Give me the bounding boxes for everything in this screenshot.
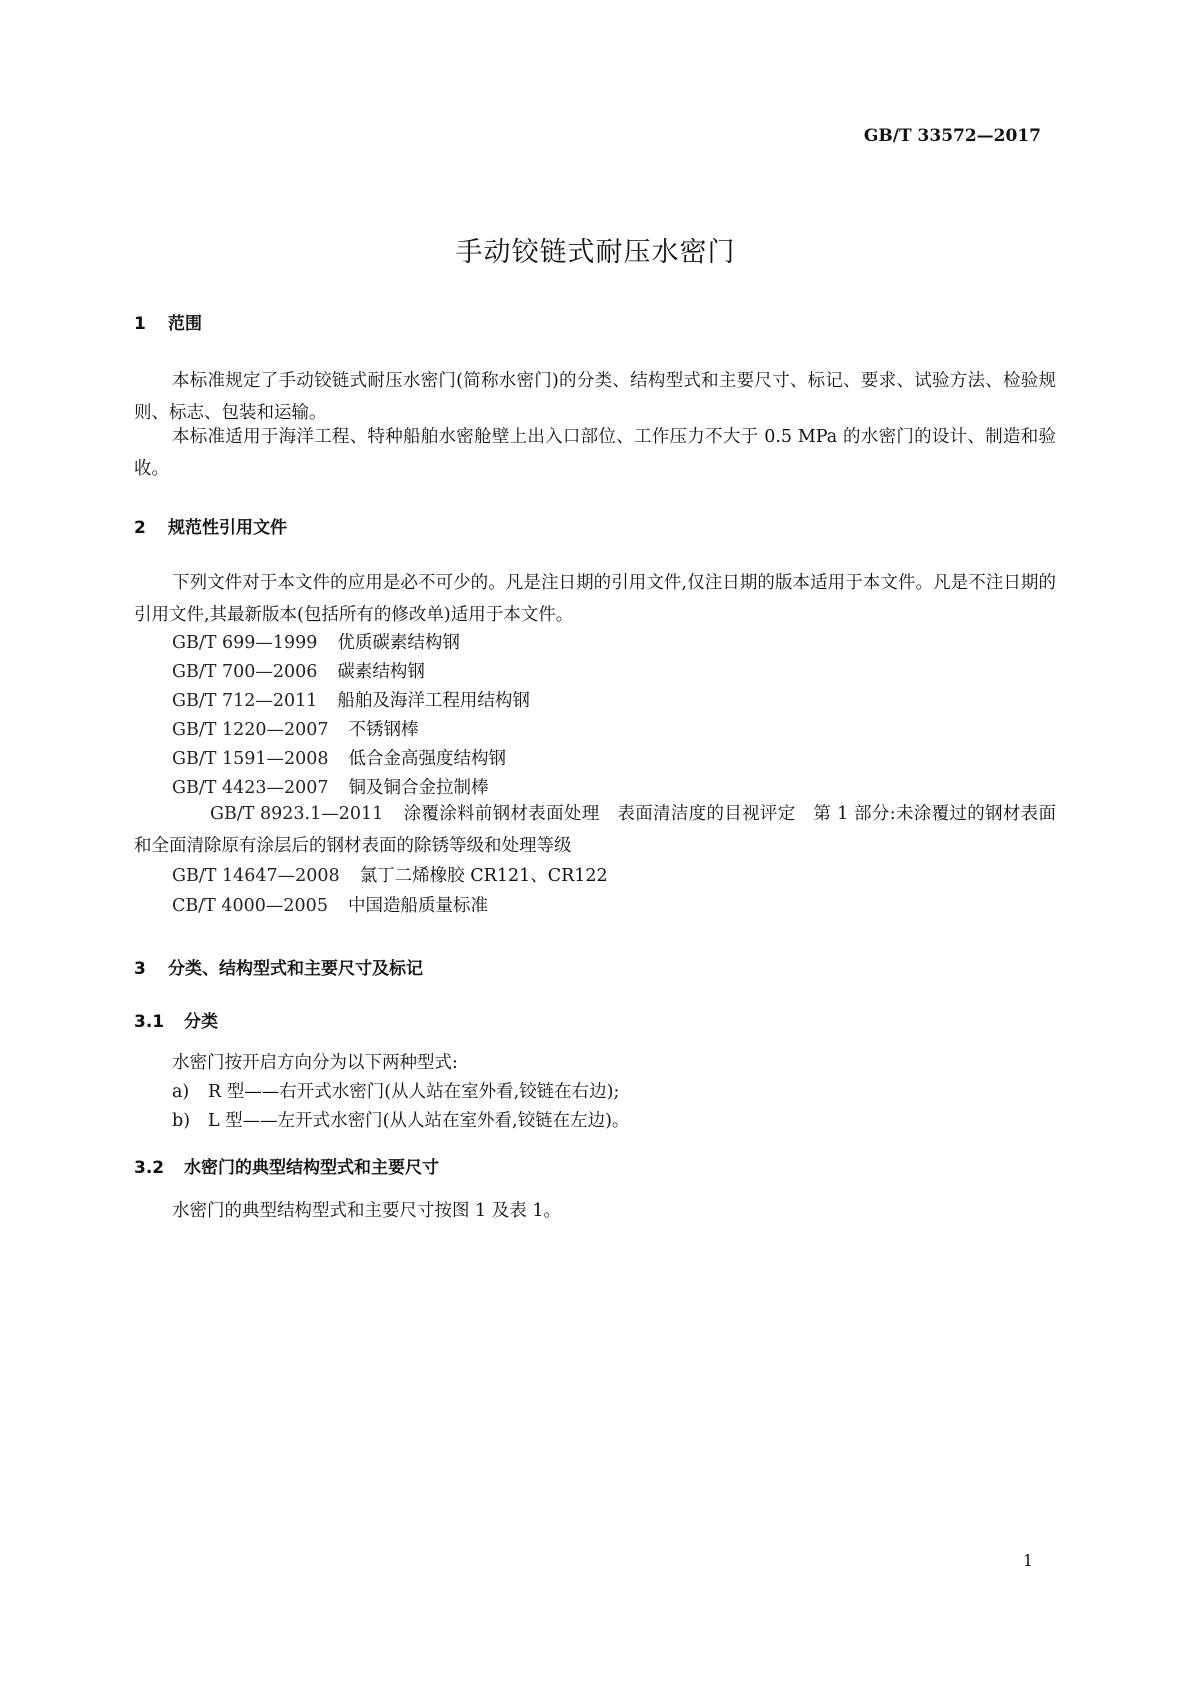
- reference-item-long: [134, 798, 1056, 862]
- reference-code: CB/T 4000—2005: [172, 896, 328, 916]
- section-number: 3.2: [134, 1158, 165, 1178]
- section-3-1-heading: [134, 1007, 218, 1032]
- section-2-intro: [134, 567, 1056, 631]
- section-3-2-heading: [134, 1153, 439, 1178]
- reference-item: [172, 658, 425, 683]
- reference-code: GB/T 8923.1—2011: [210, 804, 384, 824]
- reference-item: [172, 745, 506, 770]
- reference-title: 碳素结构钢: [337, 662, 425, 682]
- section-number: 1: [134, 314, 146, 334]
- reference-item: [172, 716, 419, 741]
- reference-code: GB/T 700—2006: [172, 662, 318, 682]
- reference-code: GB/T 4423—2007: [172, 778, 329, 798]
- reference-title: 优质碳素结构钢: [337, 633, 460, 653]
- reference-title: 不锈钢棒: [348, 720, 419, 740]
- section-1-heading: [134, 309, 202, 334]
- section-number: 2: [134, 518, 146, 538]
- reference-item: [172, 892, 488, 917]
- list-item: [172, 1107, 629, 1132]
- reference-item: [172, 774, 489, 799]
- paragraph-text: 本标准规定了手动铰链式耐压水密门(简称水密门)的分类、结构型式和主要尺寸、标记、要求、试验方法、检验规则、标志、包装和运输。: [134, 371, 1056, 423]
- section-title: 分类: [184, 1012, 218, 1032]
- list-text: L 型——左开式水密门(从人站在室外看,铰链在左边)。: [208, 1111, 630, 1131]
- section-title: 分类、结构型式和主要尺寸及标记: [168, 959, 423, 979]
- section-title: 规范性引用文件: [168, 518, 287, 538]
- standard-code: GB/T 33572—2017: [863, 126, 1041, 146]
- list-text: R 型——右开式水密门(从人站在室外看,铰链在右边);: [208, 1082, 620, 1102]
- reference-item: [172, 862, 608, 887]
- section-3-2-text: 水密门的典型结构型式和主要尺寸按图 1 及表 1。: [172, 1201, 561, 1221]
- reference-title: 船舶及海洋工程用结构钢: [337, 691, 530, 711]
- section-number: 3: [134, 959, 146, 979]
- paragraph-text: 下列文件对于本文件的应用是必不可少的。凡是注日期的引用文件,仅注日期的版本适用于本文件。凡是不注日期的引用文件,其最新版本(包括所有的修改单)适用于本文件。: [134, 573, 1056, 625]
- section-3-heading: [134, 954, 423, 979]
- page-number: 1: [1022, 1551, 1033, 1570]
- list-marker: b): [172, 1111, 191, 1131]
- reference-code: GB/T 699—1999: [172, 633, 318, 653]
- section-number: 3.1: [134, 1012, 165, 1032]
- section-title: 水密门的典型结构型式和主要尺寸: [184, 1158, 439, 1178]
- section-title: 范围: [168, 314, 202, 334]
- document-title: 手动铰链式耐压水密门: [455, 237, 736, 268]
- reference-title: 中国造船质量标准: [347, 896, 488, 916]
- reference-code: GB/T 14647—2008: [172, 866, 340, 886]
- reference-title: 涂覆涂料前钢材表面处理 表面清洁度的目视评定 第 1 部分:未涂覆过的钢材表面和全面清除原有涂层后的钢材表面的除锈等级和处理等级: [134, 804, 1056, 856]
- reference-item: [172, 687, 530, 712]
- reference-title: 氯丁二烯橡胶 CR121、CR122: [359, 866, 608, 886]
- reference-title: 低合金高强度结构钢: [348, 749, 507, 769]
- section-2-heading: [134, 513, 287, 538]
- list-item: [172, 1078, 619, 1103]
- list-marker: a): [172, 1082, 190, 1102]
- section-1-paragraph-1: [134, 365, 1056, 429]
- reference-title: 铜及铜合金拉制棒: [348, 778, 489, 798]
- paragraph-text: 本标准适用于海洋工程、特种船舶水密舱壁上出入口部位、工作压力不大于 0.5 MPa 的水密门的设计、制造和验收。: [134, 427, 1056, 479]
- reference-item: [172, 629, 460, 654]
- reference-code: GB/T 1591—2008: [172, 749, 329, 769]
- section-3-1-intro: 水密门按开启方向分为以下两种型式:: [172, 1053, 458, 1073]
- section-1-paragraph-2: [134, 421, 1056, 485]
- reference-code: GB/T 1220—2007: [172, 720, 329, 740]
- reference-code: GB/T 712—2011: [172, 691, 318, 711]
